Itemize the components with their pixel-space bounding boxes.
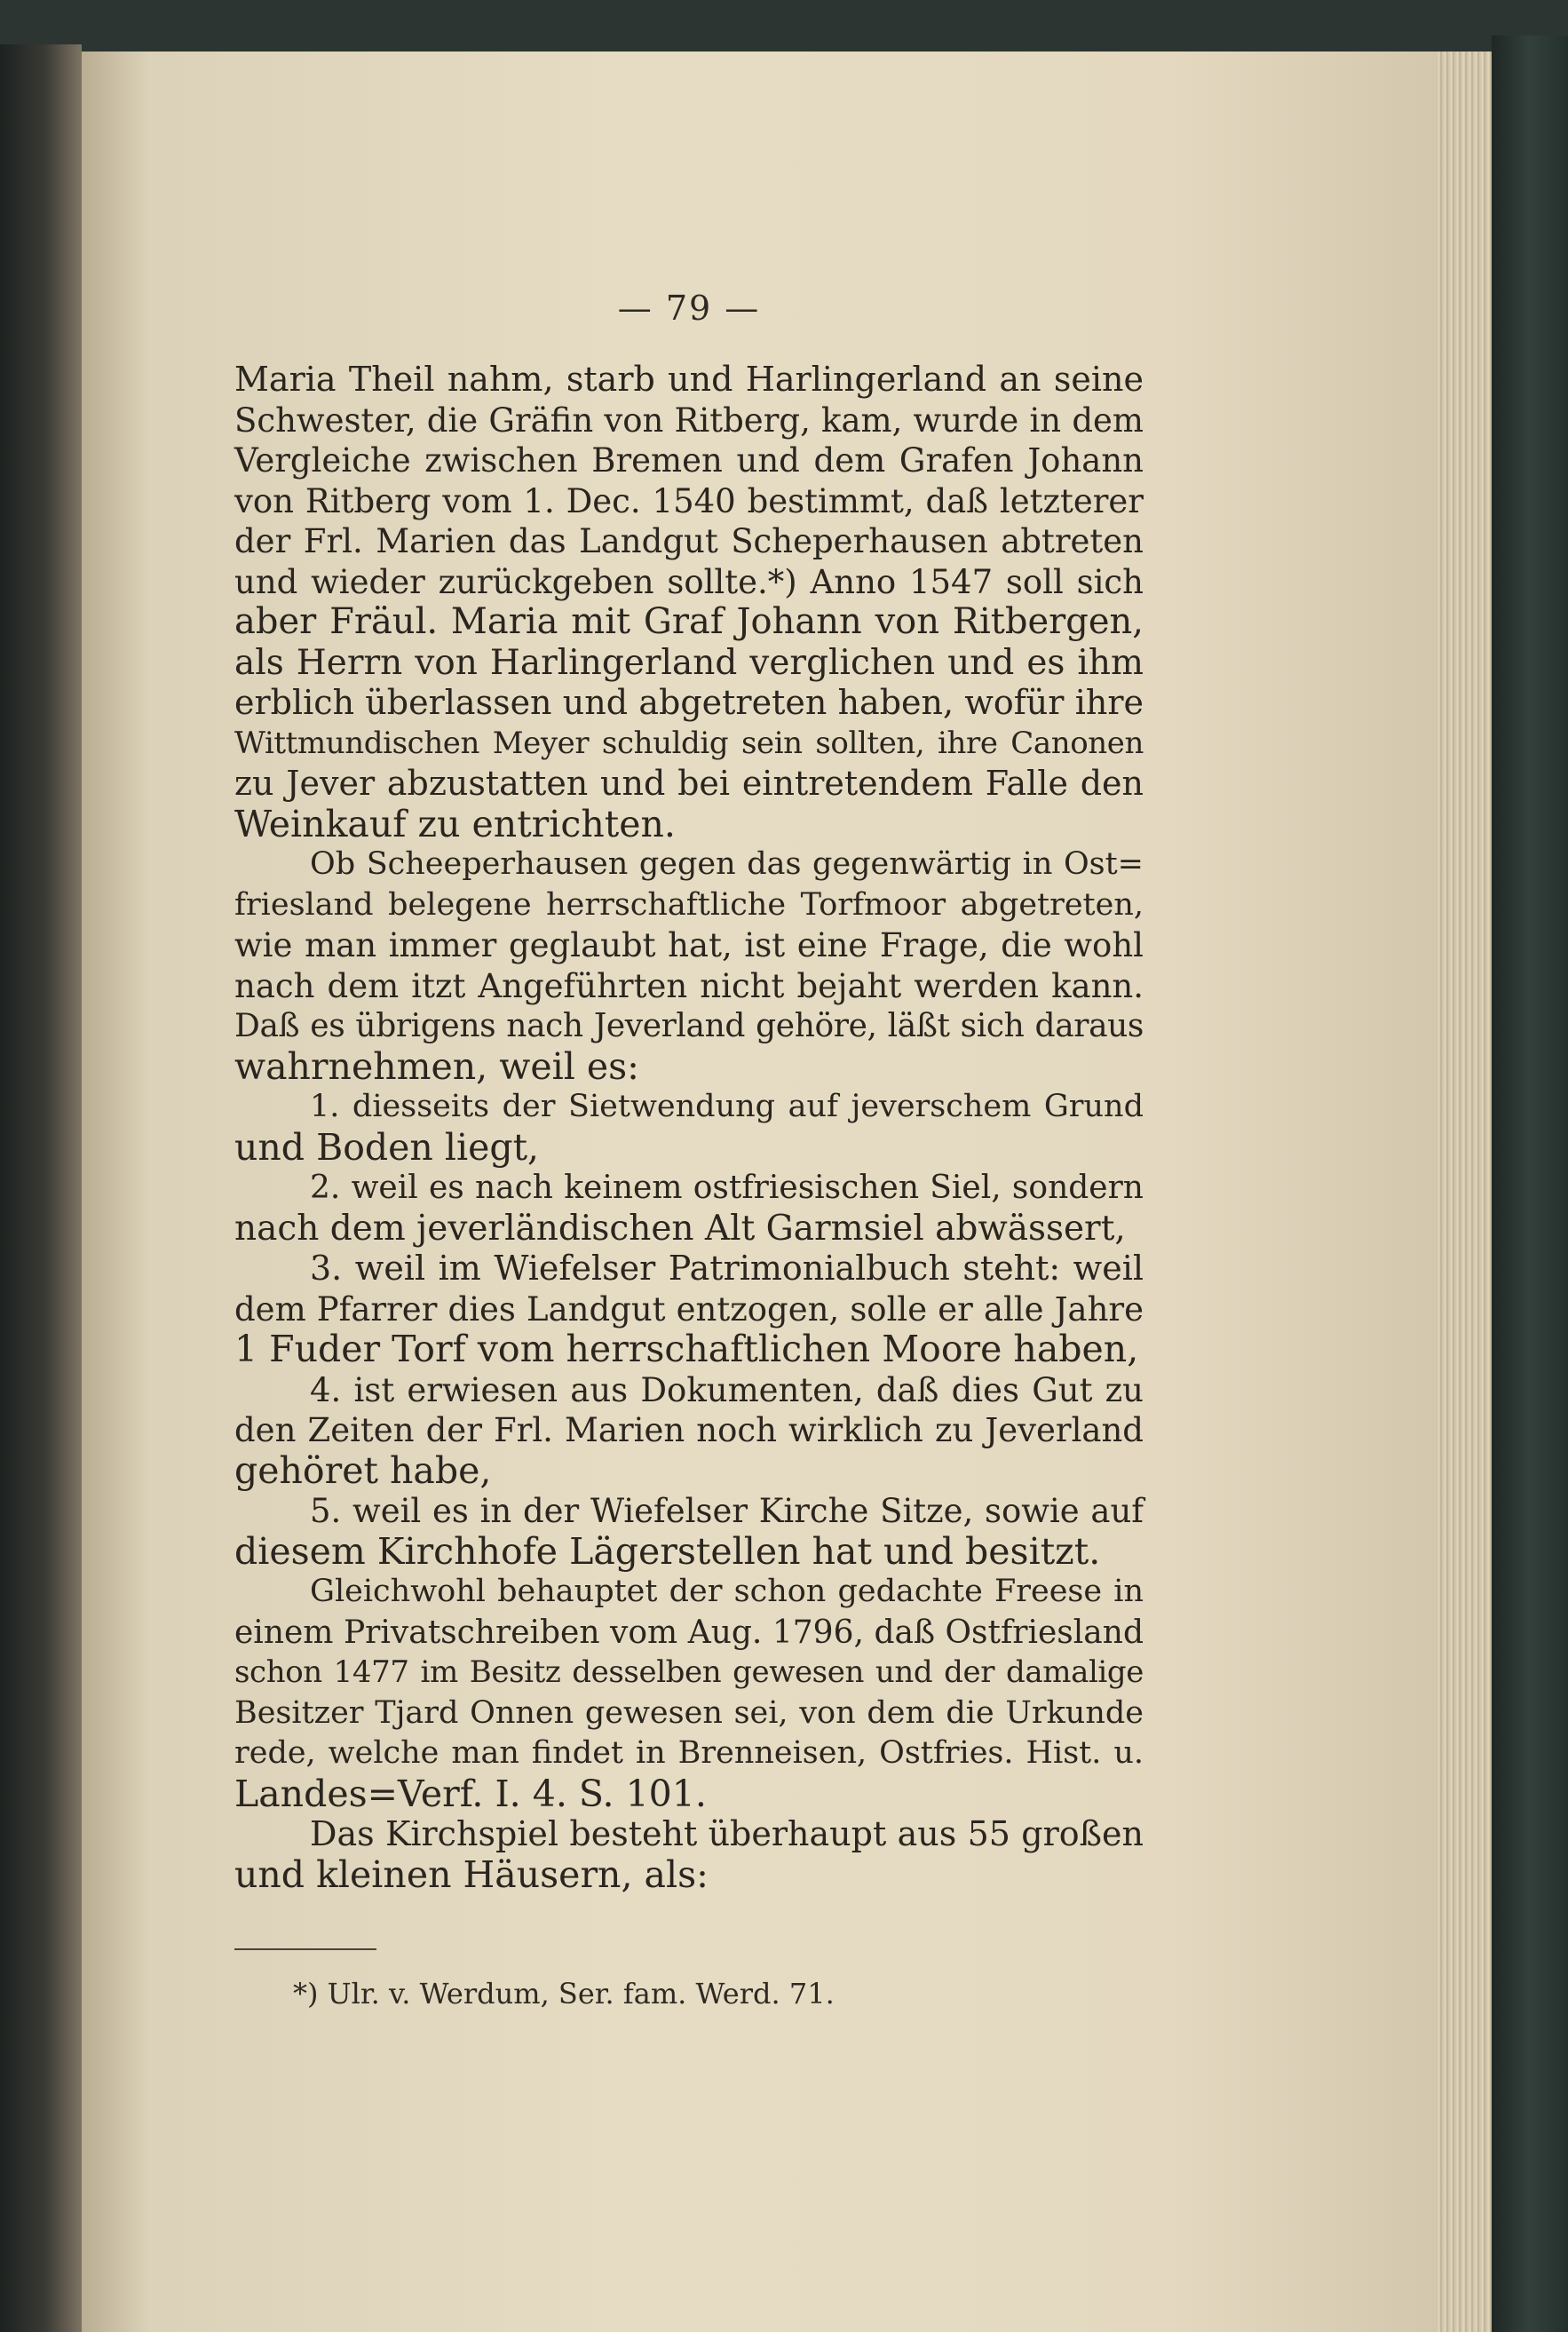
text-line: schon 1477 im Besitz desselben gewesen und der damalige bbox=[234, 1654, 1144, 1690]
page-edges bbox=[1437, 52, 1492, 2332]
footnote-divider bbox=[234, 1948, 376, 1950]
text-line: rede, welche man findet in Brenneisen, Ostfries. Hist. u. bbox=[234, 1735, 1144, 1771]
text-line: Gleichwohl behauptet der schon gedachte Freese in bbox=[310, 1574, 1144, 1609]
text-line: Ob Scheeperhausen gegen das gegenwärtig in Ost= bbox=[310, 846, 1144, 882]
body-text bbox=[234, 360, 1144, 1895]
text-line: dem Pfarrer dies Landgut entzogen, solle er alle Jahre bbox=[234, 1289, 1144, 1329]
footnote: *) Ulr. v. Werdum, Ser. fam. Werd. 71. bbox=[293, 1977, 835, 2011]
text-line: aber Fräul. Maria mit Graf Johann von Ritbergen, bbox=[234, 601, 1144, 642]
text-line: Besitzer Tjard Onnen gewesen sei, von dem die Urkunde bbox=[234, 1694, 1144, 1731]
text-line: Weinkauf zu entrichten. bbox=[234, 802, 676, 845]
text-line: 1. diesseits der Sietwendung auf jeverschem Grund bbox=[310, 1089, 1144, 1124]
text-line: und wieder zurückgeben sollte.*) Anno 1547 soll sich bbox=[234, 562, 1144, 601]
text-line: friesland belegene herrschaftliche Torfmoor abgetreten, bbox=[234, 886, 1144, 923]
text-line: und Boden liegt, bbox=[234, 1125, 540, 1169]
text-line: Vergleiche zwischen Bremen und dem Grafen Johann bbox=[234, 441, 1144, 480]
text-line: Maria Theil nahm, starb und Harlingerland an seine bbox=[234, 360, 1144, 399]
text-line: der Frl. Marien das Landgut Scheperhausen abtreten bbox=[234, 522, 1144, 560]
text-line: 5. weil es in der Wiefelser Kirche Sitze, sowie auf bbox=[310, 1492, 1144, 1530]
text-line: Wittmundischen Meyer schuldig sein sollten, ihre Canonen bbox=[234, 725, 1144, 761]
text-line: 4. ist erwiesen aus Dokumenten, daß dies Gut zu bbox=[310, 1370, 1144, 1409]
text-line: erblich überlassen und abgetreten haben, wofür ihre bbox=[234, 683, 1144, 722]
text-line: diesem Kirchhofe Lägerstellen hat und besitzt. bbox=[234, 1529, 1101, 1573]
scan-top-band bbox=[0, 0, 1568, 52]
page-number: — 79 — bbox=[617, 289, 761, 328]
text-line: wie man immer geglaubt hat, ist eine Frage, die wohl bbox=[234, 926, 1144, 964]
text-line: wahrnehmen, weil es: bbox=[234, 1044, 639, 1088]
text-line: zu Jever abzustatten und bei eintretendem Falle den bbox=[234, 764, 1144, 803]
text-line: den Zeiten der Frl. Marien noch wirklich zu Jeverland bbox=[234, 1411, 1144, 1449]
text-line: einem Privatschreiben vom Aug. 1796, daß Ostfriesland bbox=[234, 1614, 1144, 1651]
text-line: Daß es übrigens nach Jeverland gehöre, läßt sich daraus bbox=[234, 1008, 1144, 1044]
text-line: gehöret habe, bbox=[234, 1448, 492, 1492]
text-line: 3. weil im Wiefelser Patrimonialbuch steht: weil bbox=[310, 1249, 1144, 1288]
text-line: und kleinen Häusern, als: bbox=[234, 1852, 709, 1896]
text-line: Schwester, die Gräfin von Ritberg, kam, wurde in dem bbox=[234, 401, 1144, 440]
text-line: 2. weil es nach keinem ostfriesischen Siel, sondern bbox=[310, 1170, 1144, 1206]
book-cover-edge bbox=[1492, 36, 1568, 2332]
text-line: Landes=Verf. I. 4. S. 101. bbox=[234, 1772, 707, 1815]
text-line: von Ritberg vom 1. Dec. 1540 bestimmt, daß letzterer bbox=[234, 481, 1144, 520]
text-line: nach dem jeverländischen Alt Garmsiel abwässert, bbox=[234, 1208, 1126, 1249]
text-line: als Herrn von Harlingerland verglichen und es ihm bbox=[234, 642, 1144, 683]
text-line: Das Kirchspiel besteht überhaupt aus 55 großen bbox=[310, 1814, 1144, 1853]
text-line: nach dem itzt Angeführten nicht bejaht werden kann. bbox=[234, 966, 1144, 1005]
text-line: 1 Fuder Torf vom herrschaftlichen Moore haben, bbox=[234, 1328, 1139, 1370]
book-gutter bbox=[0, 44, 82, 2332]
